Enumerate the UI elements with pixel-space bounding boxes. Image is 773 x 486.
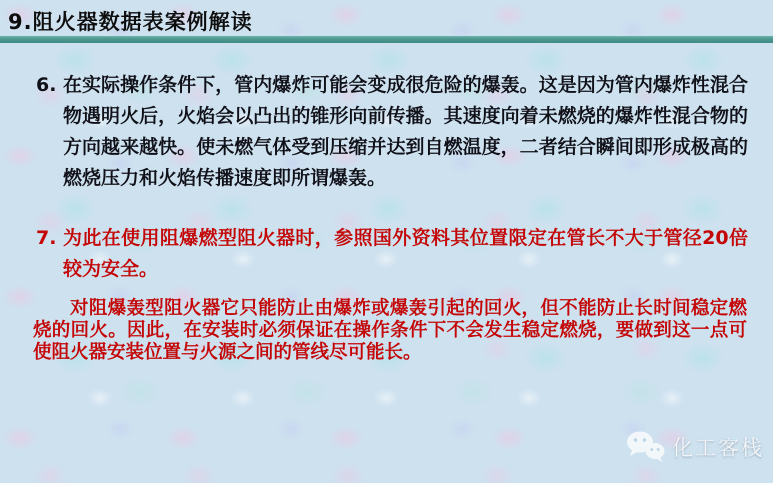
paragraph-detonation-note: 对阻爆轰型阻火器它只能防止由爆炸或爆轰引起的回火，但不能防止长时间稳定燃烧的回火。因此，在安装时必须保证在操作条件下不会发生稳定燃烧，要做到这一点可使阻火器安装位置与火源之间的管线尽可能长。	[33, 298, 747, 363]
paragraph-6-text: 在实际操作条件下，管内爆炸可能会变成很危险的爆轰。这是因为管内爆炸性混合物遇明火后，火焰会以凸出的锥形向前传播。其速度向着未燃烧的爆炸性混合物的方向越来越快。使未燃气体受到压缩并达到自燃温度，二者结合瞬间即形成极高的燃烧压力和火焰传播速度即所谓爆轰。	[63, 74, 748, 189]
paragraph-7-text: 为此在使用阻爆燃型阻火器时，参照国外资料其位置限定在管长不大于管径20倍较为安全。	[63, 227, 748, 280]
watermark-label: 化工客栈	[672, 436, 764, 460]
paragraph-6-number: 6.	[36, 74, 57, 96]
header-divider	[0, 36, 773, 43]
page-title: 9.阻火器数据表案例解读	[8, 10, 253, 34]
watermark	[626, 430, 764, 464]
paragraph-7-number: 7.	[36, 227, 57, 249]
paragraph-6	[36, 70, 748, 194]
paragraph-7	[36, 223, 748, 285]
wechat-icon	[626, 430, 666, 464]
